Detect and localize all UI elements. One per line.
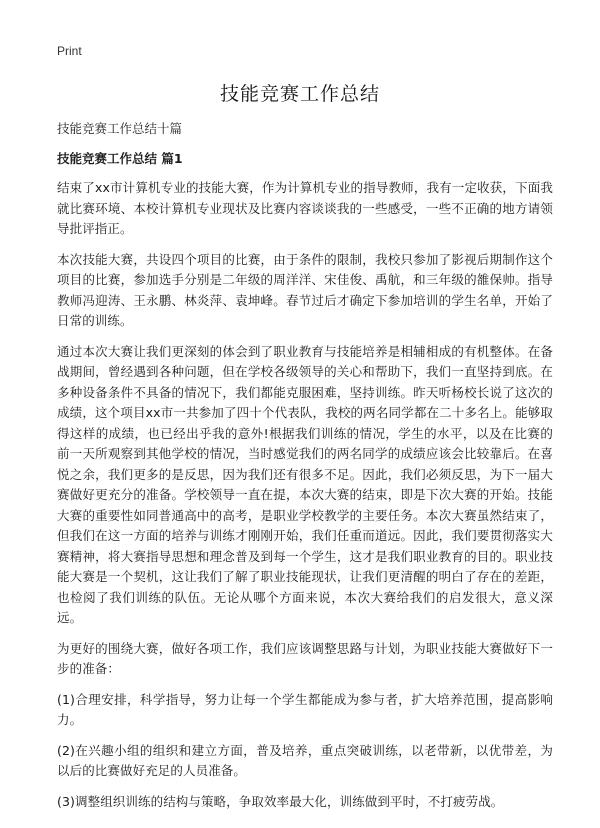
list-item-3: (3)调整组织训练的结构与策略，争取效率最大化，训练做到平时，不打疲劳战。 [57, 793, 504, 809]
paragraph-1: 结束了xx市计算机专业的技能大赛，作为计算机专业的指导教师，我有一定收获，下面我就比赛环境、本校计算机专业现状及比赛内容谈谈我的一些感受，一些不正确的地方请领导批评指正。 [57, 180, 553, 236]
print-link[interactable]: Print [57, 44, 82, 58]
document-subtitle: 技能竞赛工作总结十篇 [57, 121, 183, 136]
page-title: 技能竞赛工作总结 [219, 83, 380, 105]
paragraph-3: 通过本次大赛让我们更深刻的体会到了职业教育与技能培养是相辅相成的有机整体。在备战期间，曾经遇到各种问题，但在学校各级领导的关心和帮助下，我们一直坚持到底。在多种设备条件不具备的情况下，我们都能克服困难，坚持训练。昨天听杨校长说了这次的成绩，这个项目xx市一共参加了四十个代表队，我校的两名同学都在二十多名上。能够取得这样的成绩，也已经出乎我的意外!根据我们训练的情况，学生的水平，以及在比赛的前一天所观察到其他学校的情况，当时感觉我们的两名同学的成绩应该会比较靠后。在喜悦之余，我们更多的是反思，因为我们还有很多不足。因此，我们必须反思，为下一届大赛做好更充分的准备。学校领导一直在提，本次大赛的结束，即是下次大赛的开始。技能大赛的重要性如同普通高中的高考，是职业学校教学的主要任务。本次大赛虽然结束了，但我们在这一方面的培养与训练才刚刚开始，我们任重而道远。因此，我们要贯彻落实大赛精神，将大赛指导思想和理念普及到每一个学生，这才是我们职业教育的目的。职业技能大赛是一个契机，这让我们了解了职业技能现状，让我们更清醒的明白了存在的差距，也检阅了我们训练的队伍。无论从哪个方面来说，本次大赛给我们的启发很大，意义深远。 [57, 343, 553, 625]
list-item-2: (2)在兴趣小组的组织和建立方面，普及培养，重点突破训练，以老带新，以优带差，为以后的比赛做好充足的人员准备。 [57, 742, 553, 778]
paragraph-4: 为更好的围绕大赛，做好各项工作，我们应该调整思路与计划，为职业技能大赛做好下一步的准备： [57, 640, 553, 676]
list-item-1: (1)合理安排，科学指导，努力让每一个学生都能成为参与者，扩大培养范围，提高影响力。 [57, 691, 553, 727]
document-body [57, 120, 553, 822]
paragraph-2: 本次技能大赛，共设四个项目的比赛，由于条件的限制，我校只参加了影视后期制作这个项目的比赛，参加选手分别是二年级的周洋洋、宋佳俊、禹航，和三年级的雒保帅。指导教师冯迎涛、王永鹏、林炎萍、袁坤峰。春节过后才确定下参加培训的学生名单，开始了日常的训练。 [57, 251, 553, 328]
section-heading: 技能竞赛工作总结 篇1 [57, 151, 183, 166]
